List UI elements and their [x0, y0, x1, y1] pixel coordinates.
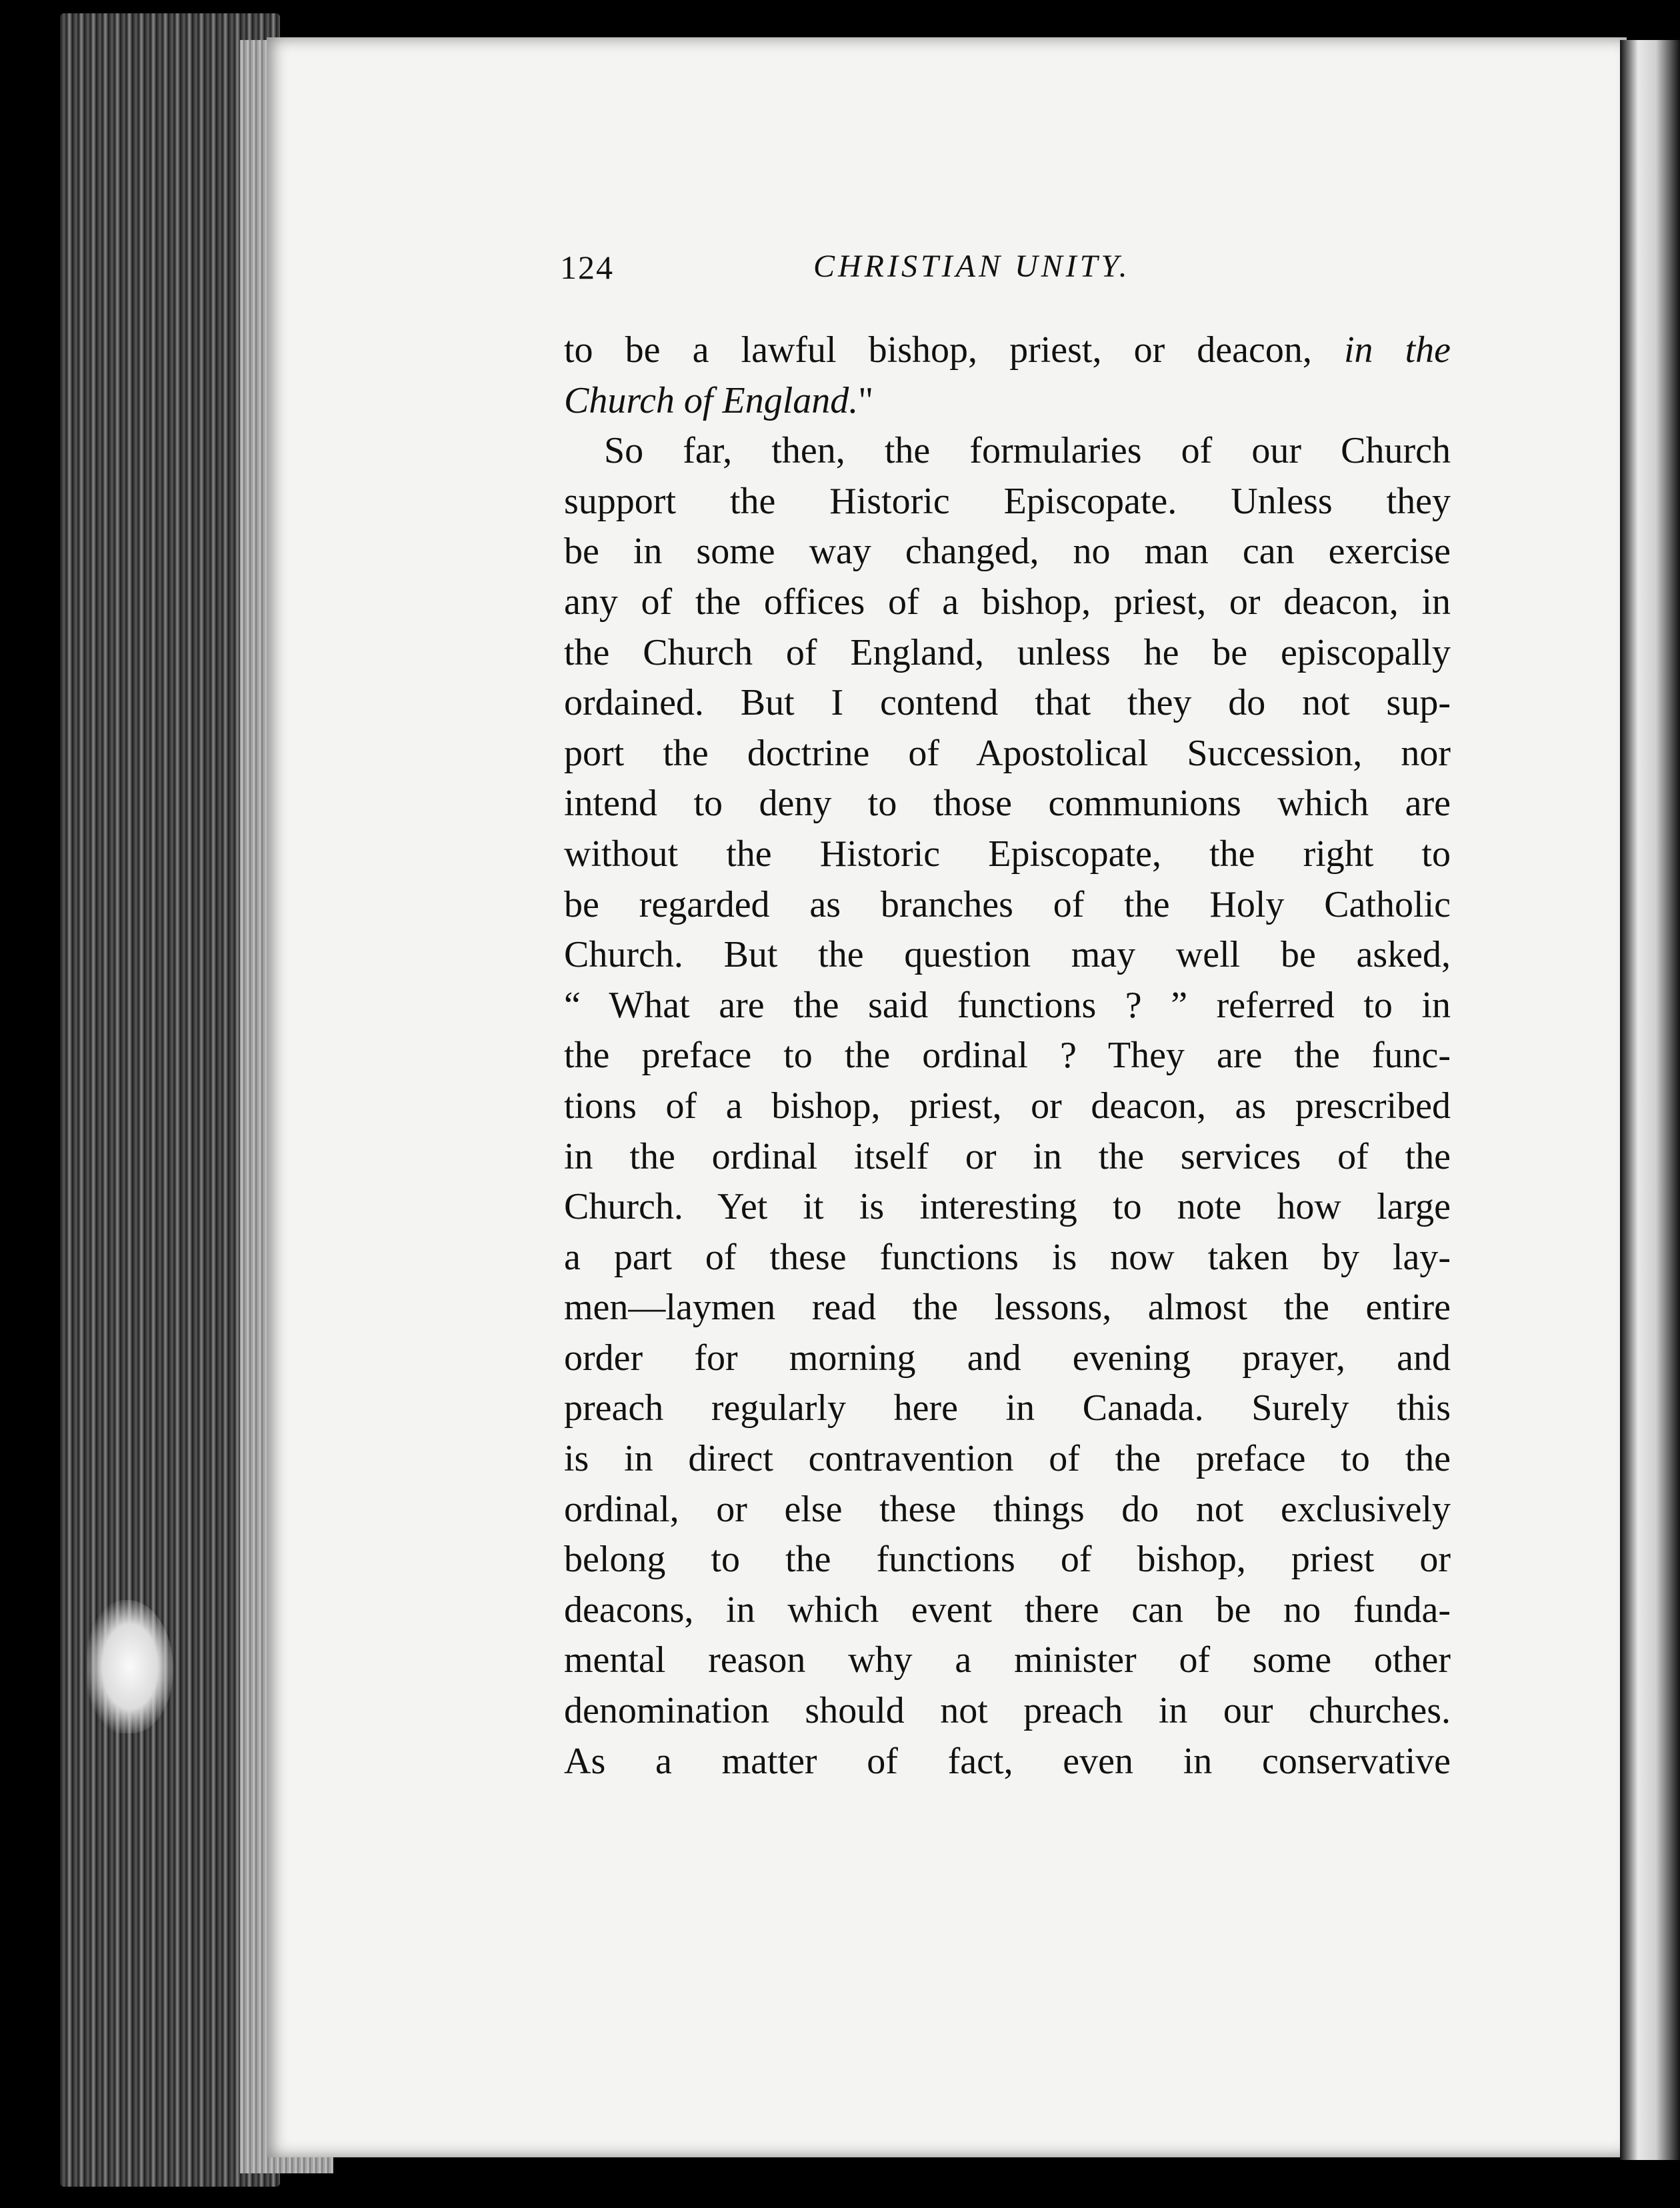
text-line [564, 1383, 1451, 1434]
text-line [564, 1686, 1451, 1737]
text-line [564, 527, 1451, 577]
text-span: “ What are the said functions ? ” referred to in [564, 984, 1451, 1026]
text-line [564, 1233, 1451, 1283]
text-line [564, 1535, 1451, 1585]
text-span: to be a lawful bishop, priest, or deacon, [564, 329, 1344, 371]
text-span: Church. Yet it is interesting to note how large [564, 1186, 1451, 1228]
page-edge-right [1620, 40, 1680, 2160]
text-span: port the doctrine of Apostolical Succession, nor [564, 732, 1451, 774]
text-line [564, 426, 1451, 477]
text-line [564, 325, 1451, 376]
text-span: " [858, 379, 874, 421]
page-header [560, 248, 1453, 301]
text-span: As a matter of fact, even in conservative [564, 1740, 1451, 1782]
text-span: any of the offices of a bishop, priest, or deacon, in [564, 581, 1451, 623]
text-span: intend to deny to those communions which are [564, 783, 1451, 825]
text-line [564, 1635, 1451, 1686]
text-line [564, 1081, 1451, 1132]
text-span: mental reason why a minister of some other [564, 1639, 1451, 1681]
text-line [564, 477, 1451, 527]
text-line [564, 678, 1451, 729]
text-span: is in direct contravention of the preface to the [564, 1438, 1451, 1480]
page-edges-left [60, 13, 280, 2187]
text-line [564, 628, 1451, 679]
text-span: support the Historic Episcopate. Unless they [564, 480, 1451, 522]
text-line [564, 829, 1451, 880]
italic-text: Church of England. [564, 379, 859, 421]
body-text [564, 325, 1451, 1787]
text-line [564, 1182, 1451, 1233]
page-number: 124 [560, 249, 614, 286]
text-span: denomination should not preach in our churches. [564, 1690, 1451, 1732]
text-span: in the ordinal itself or in the services of the [564, 1135, 1451, 1177]
text-line [564, 729, 1451, 779]
text-line [564, 1737, 1451, 1787]
running-head: CHRISTIAN UNITY. [813, 249, 1131, 284]
text-line [564, 376, 1451, 427]
text-span: be in some way changed, no man can exercise [564, 531, 1451, 573]
text-line [564, 1585, 1451, 1636]
text-line [564, 779, 1451, 829]
text-span: belong to the functions of bishop, priest or [564, 1539, 1451, 1581]
text-span: a part of these functions is now taken by lay- [564, 1236, 1451, 1278]
text-span: deacons, in which event there can be no funda- [564, 1589, 1451, 1631]
text-line [564, 930, 1451, 981]
text-span: order for morning and evening prayer, and [564, 1337, 1451, 1379]
text-line [564, 1485, 1451, 1535]
text-span: men—laymen read the lessons, almost the entire [564, 1287, 1451, 1329]
text-span: the Church of England, unless he be episcopally [564, 631, 1451, 673]
text-span: the preface to the ordinal ? They are the func- [564, 1035, 1451, 1077]
text-line [564, 1132, 1451, 1183]
text-span: preach regularly here in Canada. Surely this [564, 1387, 1451, 1429]
text-span: ordinal, or else these things do not exclusively [564, 1488, 1451, 1530]
text-span: So far, then, the formularies of our Church [604, 430, 1451, 472]
text-line [564, 880, 1451, 931]
text-span: ordained. But I contend that they do not sup- [564, 682, 1451, 724]
text-span: Church. But the question may well be asked, [564, 934, 1451, 976]
italic-text: in the [1343, 329, 1451, 371]
text-line [564, 981, 1451, 1031]
text-span: tions of a bishop, priest, or deacon, as prescribed [564, 1085, 1451, 1127]
text-line [564, 1434, 1451, 1485]
text-line [564, 1283, 1451, 1333]
text-span: without the Historic Episcopate, the right to [564, 833, 1451, 875]
text-span: be regarded as branches of the Holy Catholic [564, 883, 1451, 925]
text-line [564, 1333, 1451, 1384]
text-line [564, 577, 1451, 628]
text-line [564, 1031, 1451, 1081]
